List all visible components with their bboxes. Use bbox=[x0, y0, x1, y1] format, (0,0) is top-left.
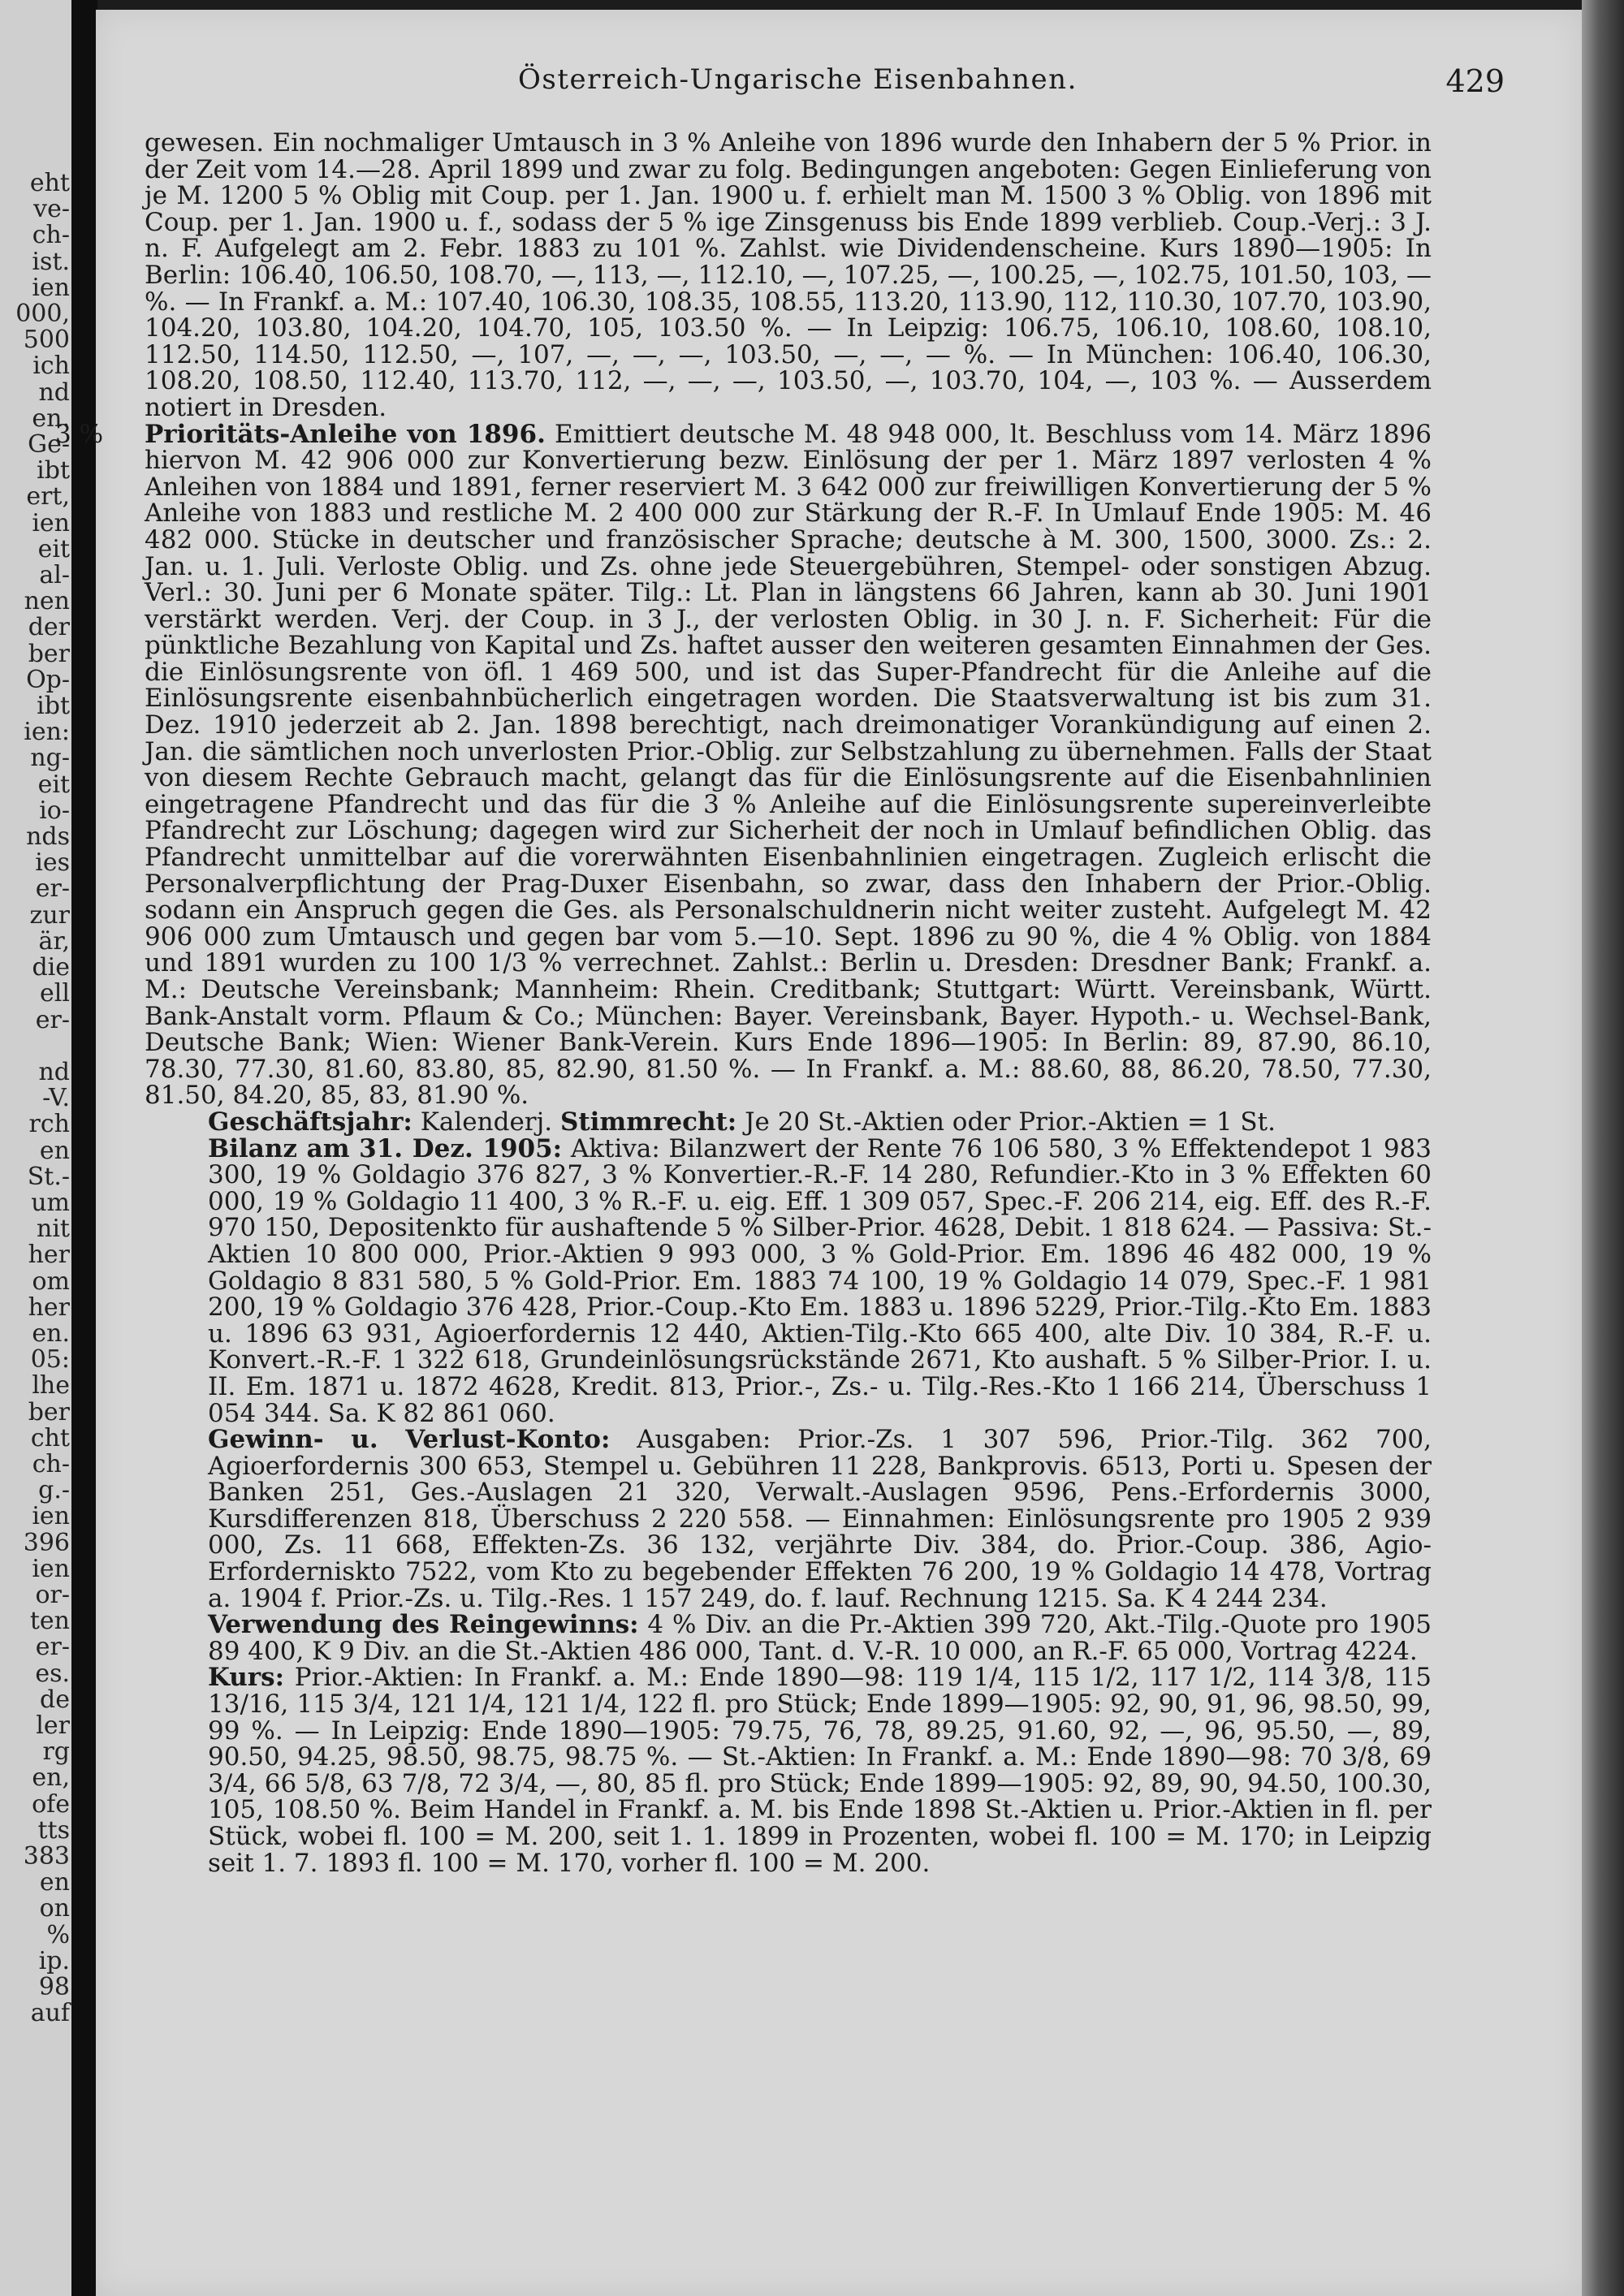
previous-page-line-fragment: St.- bbox=[27, 1162, 70, 1191]
interest-rate-label: 3 % bbox=[55, 419, 104, 449]
section-body: Prior.-Aktien: In Frankf. a. M.: Ende 1890—98: 119 1/4, 115 1/2, 117 1/2, 114 3/8, 115 13/16, 115 3/4, 121 1/4, 121 1/4, 122 fl. pro Stück; Ende 1899—1905: 92, 90, 91, 96, 98.50, 99, 99 %. — In Leipzig: Ende 1890—1905: 79.75, 76, 78, 89.25, 91.60, 92, —, 96, 95.50, —, 89, 90.50, 94.25, 98.50, 98.75, 98.75 %. — St.-Aktien: In Frankf. a. M.: Ende 1890—98: 70 3/8, 69 3/4, 66 5/8, 63 7/8, 72 3/4, —, 80, 85 fl. pro Stück; Ende 1899—1905: 92, 89, 90, 94.50, 100.30, 105, 108.50 %. Beim Handel in Frankf. a. M. bis Ende 1898 St.-Aktien u. Prior.-Aktien in fl. per Stück, wobei fl. 100 = M. 200, seit 1. 1. 1899 in Prozenten, wobei fl. 100 = M. 170; in Leipzig seit 1. 7. 1893 fl. 100 = M. 170, vorher fl. 100 = M. 200. bbox=[208, 1663, 1432, 1878]
previous-page-line-fragment: rg bbox=[42, 1737, 70, 1767]
previous-page-line-fragment: es. bbox=[35, 1659, 70, 1688]
page-edge-right bbox=[1582, 0, 1624, 2296]
previous-page-line-fragment: ibt bbox=[37, 692, 70, 721]
section-heading: Kurs: bbox=[208, 1663, 285, 1693]
previous-page-line-fragment: ien bbox=[32, 273, 70, 302]
previous-page-line-fragment: her bbox=[28, 1241, 70, 1270]
previous-page-line-fragment: nds bbox=[26, 822, 70, 852]
previous-page-line-fragment: on bbox=[39, 1894, 70, 1923]
section-heading: Geschäftsjahr: bbox=[208, 1107, 412, 1137]
previous-page-line-fragment: nd bbox=[38, 1057, 70, 1086]
previous-page-line-fragment: ber bbox=[28, 639, 70, 668]
previous-page-line-fragment: io- bbox=[39, 796, 70, 825]
section-heading: Gewinn- u. Verlust-Konto: bbox=[208, 1425, 611, 1455]
paragraph-reingewinn bbox=[145, 1612, 1432, 1664]
previous-page-line-fragment: auf bbox=[30, 1999, 70, 2028]
previous-page-line-fragment: 500 bbox=[23, 326, 70, 355]
previous-page-line-fragment: her bbox=[28, 1293, 70, 1322]
previous-page-line-fragment: ien: bbox=[24, 718, 70, 747]
section-body: Ausgaben: Prior.-Zs. 1 307 596, Prior.-Tilg. 362 700, Agioerfordernis 300 653, Stempel u. Gebühren 11 228, Bankprovis. 6513, Porti u. Spesen der Banken 251, Ges.-Auslagen 21 320, Verwalt.-Auslagen 9596, Pens.-Erfordernis 3000, Kursdifferenzen 818, Überschuss 2 220 558. — Einnahmen: Einlösungsrente pro 1905 2 939 000, Zs. 11 668, Effekten-Zs. 36 132, verjährte Div. 384, do. Prior.-Coup. 386, Agio-Erforderniskto 7522, vom Kto zu begebender Effekten 76 200, 19 % Goldagio 14 478, Vortrag a. 1904 f. Prior.-Zs. u. Tilg.-Res. 1 157 249, do. f. lauf. Rechnung 1215. Sa. K 4 244 234. bbox=[208, 1425, 1432, 1613]
previous-page-line-fragment: die bbox=[32, 953, 70, 982]
previous-page-line-fragment: en bbox=[39, 1136, 70, 1165]
previous-page-line-fragment: % bbox=[46, 1920, 70, 1949]
section-heading: Verwendung des Reingewinns: bbox=[208, 1610, 639, 1640]
previous-page-line-fragment: nen bbox=[24, 587, 70, 616]
previous-page-line-fragment: Ge- bbox=[28, 430, 70, 460]
previous-page-line-fragment: de bbox=[40, 1685, 70, 1714]
previous-page-line-fragment: eit bbox=[37, 770, 70, 799]
previous-page-line-fragment: eht bbox=[29, 169, 70, 197]
previous-page-line-fragment: är, bbox=[38, 926, 70, 956]
previous-page-line-fragment: ien bbox=[32, 1554, 70, 1583]
previous-page-line-fragment: ch- bbox=[32, 221, 70, 250]
previous-page-line-fragment: ng- bbox=[30, 744, 70, 773]
section-body: Emittiert deutsche M. 48 948 000, lt. Beschluss vom 14. März 1896 hiervon M. 42 906 000 zur Konvertierung bezw. Einlösung der per 1. März 1897 verlosten 4 % Anleihen von 1884 und 1891, ferner reserviert M. 3 642 000 zur freiwilligen Konvertierung der 5 % Anleihe von 1883 und restliche M. 2 400 000 zur Stärkung der R.-F. In Umlauf Ende 1905: M. 46 482 000. Stücke in deutscher und französischer Sprache; deutsche à M. 300, 1500, 3000. Zs.: 2. Jan. u. 1. Juli. Verloste Oblig. und Zs. ohne jede Steuergebühren, Stempel- oder sonstigen Abzug. Verl.: 30. Juni per 6 Monate später. Tilg.: Lt. Plan in längstens 66 Jahren, kann ab 30. Juni 1901 verstärkt werden. Verj. der Coup. in 3 J., der verlosten Oblig. in 30 J. n. F. Sicherheit: Für die pünktliche Bezahlung von Kapital und Zs. haftet ausser den weiteren gesamten Einnahmen der Ges. die Einlösungsrente von öfl. 1 469 500, und ist das Super-Pfandrecht für die Anleihe auf die Einlösungsrente eisenbahnbücherlich eingetragen worden. Die Staatsverwaltung ist bis zum 31. Dez. 1910 jederzeit ab 2. Jan. 1898 berechtigt, nach dreimonatiger Vorankündigung auf einen 2. Jan. die sämtlichen noch unverlosten Prior.-Oblig. zur Selbstzahlung zu übernehmen. Falls der Staat von diesem Rechte Gebrauch macht, gelangt das für die Einlösungsrente auf die Eisenbahnlinien eingetragene Pfandrecht und das für die 3 % Anleihe auf die Einlösungsrente supereinverleibte Pfandrecht zur Löschung; dagegen wird zur Sicherheit der noch in Umlauf befindlichen Oblig. das Pfandrecht unmittelbar auf die vorerwähnten Eisenbahnlinien eingetragen. Zugleich erlischt die Personalverpflichtung der Prag-Duxer Eisenbahn, so zwar, dass den Inhabern der Prior.-Oblig. sodann ein Anspruch gegen die Ges. als Personalschuldnerin nicht weiter zusteht. Aufgelegt M. 42 906 000 zum Umtausch und gegen bar vom 5.—10. Sept. 1896 zu 90 %, die 4 % Oblig. von 1884 und 1891 wurden zu 100 1/3 % verrechnet. Zahlst.: Berlin u. Dresden: Dresdner Bank; Frankf. a. M.: Deutsche Vereinsbank; Mannheim: Rhein. Creditbank; Stuttgart: Württ. Vereinsbank, Württ. Bank-Anstalt vorm. Pflaum & Co.; München: Bayer. Vereinsbank, Bayer. Hypoth.- u. Wechsel-Bank, Deutsche Bank; Wien: Wiener Bank-Verein. Kurs Ende 1896—1905: In Berlin: 89, 87.90, 86.10, 78.30, 77.30, 81.60, 83.80, 85, 82.90, 81.50 %. — In Frankf. a. M.: 88.60, 88, 86.20, 78.50, 77.30, 81.50, 84.20, 85, 83, 81.90 %. bbox=[145, 419, 1432, 1111]
paragraph-exchange-1899: gewesen. Ein nochmaliger Umtausch in 3 % Anleihe von 1896 wurde den Inhabern der 5 % Prior. in der Zeit vom 14.—28. April 1899 und zwar zu folg. Bedingungen angeboten: Gegen Einlieferung von je M. 1200 5 % Oblig mit Coup. per 1. Jan. 1900 u. f. erhielt man M. 1500 3 % Oblig. von 1896 mit Coup. per 1. Jan. 1900 u. f., sodass der 5 % ige Zinsgenuss bis Ende 1899 verblieb. Coup.-Verj.: 3 J. n. F. Aufgelegt am 2. Febr. 1883 zu 101 %. Zahlst. wie Dividendenscheine. Kurs 1890—1905: In Berlin: 106.40, 106.50, 108.70, —, 113, —, 112.10, —, 107.25, —, 100.25, —, 102.75, 101.50, 103, — %. — In Frankf. a. M.: 107.40, 106.30, 108.35, 108.55, 113.20, 113.90, 112, 110.30, 107.70, 103.90, 104.20, 103.80, 104.20, 104.70, 105, 103.50 %. — In Leipzig: 106.75, 106.10, 108.60, 108.10, 112.50, 114.50, 112.50, —, 107, —, —, —, 103.50, —, —, — %. — In München: 106.40, 106.30, 108.20, 108.50, 112.40, 113.70, 112, —, —, —, 103.50, —, 103.70, 104, —, 103 %. — Ausserdem notiert in Dresden. bbox=[145, 128, 1432, 422]
previous-page-line-fragment: 383 bbox=[23, 1842, 70, 1871]
previous-page-line-fragment: -V. bbox=[42, 1084, 70, 1113]
previous-page-line-fragment: der bbox=[28, 613, 70, 642]
previous-page-line-fragment: en. bbox=[32, 1318, 70, 1348]
previous-page-line-fragment: er- bbox=[35, 874, 70, 904]
previous-page-line-fragment: ist. bbox=[32, 247, 70, 276]
section-heading: Prioritäts-Anleihe von 1896. bbox=[145, 419, 546, 449]
section-body: Kalenderj. bbox=[412, 1107, 560, 1137]
previous-page-line-fragment: ip. bbox=[38, 1946, 70, 1975]
previous-page-line-fragment: nit bbox=[37, 1215, 70, 1244]
previous-page-line-fragment: Op- bbox=[26, 665, 70, 694]
previous-page-line-fragment: or- bbox=[35, 1580, 70, 1609]
previous-page-line-fragment bbox=[0, 1034, 71, 1060]
book-gutter bbox=[71, 0, 97, 2296]
previous-page-line-fragment: al- bbox=[39, 561, 70, 590]
running-title: Österreich-Ungarische Eisenbahnen. bbox=[518, 63, 1078, 96]
previous-page-line-fragment: eit bbox=[37, 534, 70, 563]
previous-page-line-fragment: ler bbox=[36, 1711, 70, 1740]
previous-page-line-fragment: ich bbox=[32, 352, 70, 381]
previous-page-line-fragment: ert, bbox=[26, 482, 70, 511]
section-body: Aktiva: Bilanzwert der Rente 76 106 580, 3 % Effektendepot 1 983 300, 19 % Goldagio 376 827, 3 % Konvertier.-R.-F. 14 280, Refundier.-Kto in 3 % Effekten 60 000, 19 % Goldagio 11 400, 3 % R.-F. u. eig. Eff. 1 309 057, Spec.-F. 206 214, eig. Eff. des R.-F. 970 150, Depositenkto für aushaftende 5 % Silber-Prior. 4628, Debit. 1 818 624. — Passiva: St.-Aktien 10 800 000, Prior.-Aktien 9 993 000, 3 % Gold-Prior. Em. 1896 46 482 000, 19 % Goldagio 8 831 580, 5 % Gold-Prior. Em. 1883 74 100, 19 % Goldagio 14 079, Spec.-F. 1 981 200, 19 % Goldagio 376 428, Prior.-Coup.-Kto Em. 1883 u. 1896 5229, Prior.-Tilg.-Kto Em. 1883 u. 1896 63 931, Agioerfordernis 12 440, Aktien-Tilg.-Kto 665 400, alte Div. 10 384, R.-F. u. Konvert.-R.-F. 1 322 618, Grundeinlösungsrückstände 2671, Kto aushaft. 5 % Silber-Prior. I. u. II. Em. 1871 u. 1872 4628, Kredit. 813, Prior.-, Zs.- u. Tilg.-Res.-Kto 1 166 214, Überschuss 1 054 344. Sa. K 82 861 060. bbox=[208, 1133, 1432, 1428]
previous-page-line-fragment: ve- bbox=[33, 195, 70, 224]
section-heading: Stimmrecht: bbox=[559, 1107, 737, 1137]
paragraph-bilanz bbox=[145, 1133, 1432, 1428]
previous-page-line-fragment: 98 bbox=[38, 1973, 70, 2002]
paragraph-kurs bbox=[145, 1664, 1432, 1876]
previous-page-line-fragment: 05: bbox=[30, 1345, 70, 1375]
previous-page-line-fragment: rch bbox=[28, 1110, 70, 1139]
previous-page-line-fragment: zur bbox=[29, 900, 70, 930]
previous-page-edge bbox=[0, 0, 71, 2296]
paragraph-gewinn-verlust bbox=[145, 1426, 1432, 1612]
previous-page-line-fragment: er- bbox=[35, 1633, 70, 1662]
previous-page-line-fragment: cht bbox=[30, 1423, 70, 1452]
previous-page-line-fragment: 396 bbox=[23, 1528, 70, 1557]
section-heading: Bilanz am 31. Dez. 1905: bbox=[208, 1133, 563, 1163]
previous-page-line-fragment: en, bbox=[32, 1763, 70, 1793]
previous-page-line-fragment: nd bbox=[38, 378, 70, 407]
section-body: Je 20 St.-Aktien oder Prior.-Aktien = 1 St. bbox=[736, 1107, 1276, 1137]
previous-page-line-fragment: g.- bbox=[38, 1476, 70, 1505]
page-number: 429 bbox=[1445, 63, 1505, 99]
previous-page-line-fragments bbox=[0, 170, 71, 2026]
previous-page-line-fragment: 000, bbox=[15, 300, 70, 329]
previous-page-line-fragment: um bbox=[31, 1188, 70, 1217]
previous-page-line-fragment: ofe bbox=[32, 1789, 70, 1819]
previous-page-line-fragment: ibt bbox=[37, 456, 70, 486]
running-header bbox=[96, 63, 1582, 101]
previous-page-line-fragment: om bbox=[32, 1267, 70, 1296]
previous-page-line-fragment: ies bbox=[35, 848, 70, 878]
previous-page-line-fragment: ber bbox=[28, 1397, 70, 1426]
previous-page-line-fragment: ien bbox=[32, 508, 70, 537]
previous-page-line-fragment: ch- bbox=[32, 1449, 70, 1478]
previous-page-line-fragment: ten bbox=[29, 1607, 70, 1636]
previous-page-line-fragment: ien bbox=[32, 1502, 70, 1531]
previous-page-line-fragment: er- bbox=[35, 1005, 70, 1034]
section-body: 4 % Div. an die Pr.-Aktien 399 720, Akt.-Tilg.-Quote pro 1905 89 400, K 9 Div. an die St.-Aktien 486 000, Tant. d. V.-R. 10 000, an R.-F. 65 000, Vortrag 4224. bbox=[208, 1610, 1432, 1666]
previous-page-line-fragment: en bbox=[39, 1868, 70, 1897]
previous-page-line-fragment: lhe bbox=[32, 1371, 70, 1400]
previous-page-line-fragment: en. bbox=[32, 404, 70, 433]
previous-page-line-fragment: tts bbox=[37, 1815, 70, 1845]
paragraph-geschaeftsjahr bbox=[145, 1109, 1432, 1136]
previous-page-line-fragment: ell bbox=[40, 979, 70, 1008]
